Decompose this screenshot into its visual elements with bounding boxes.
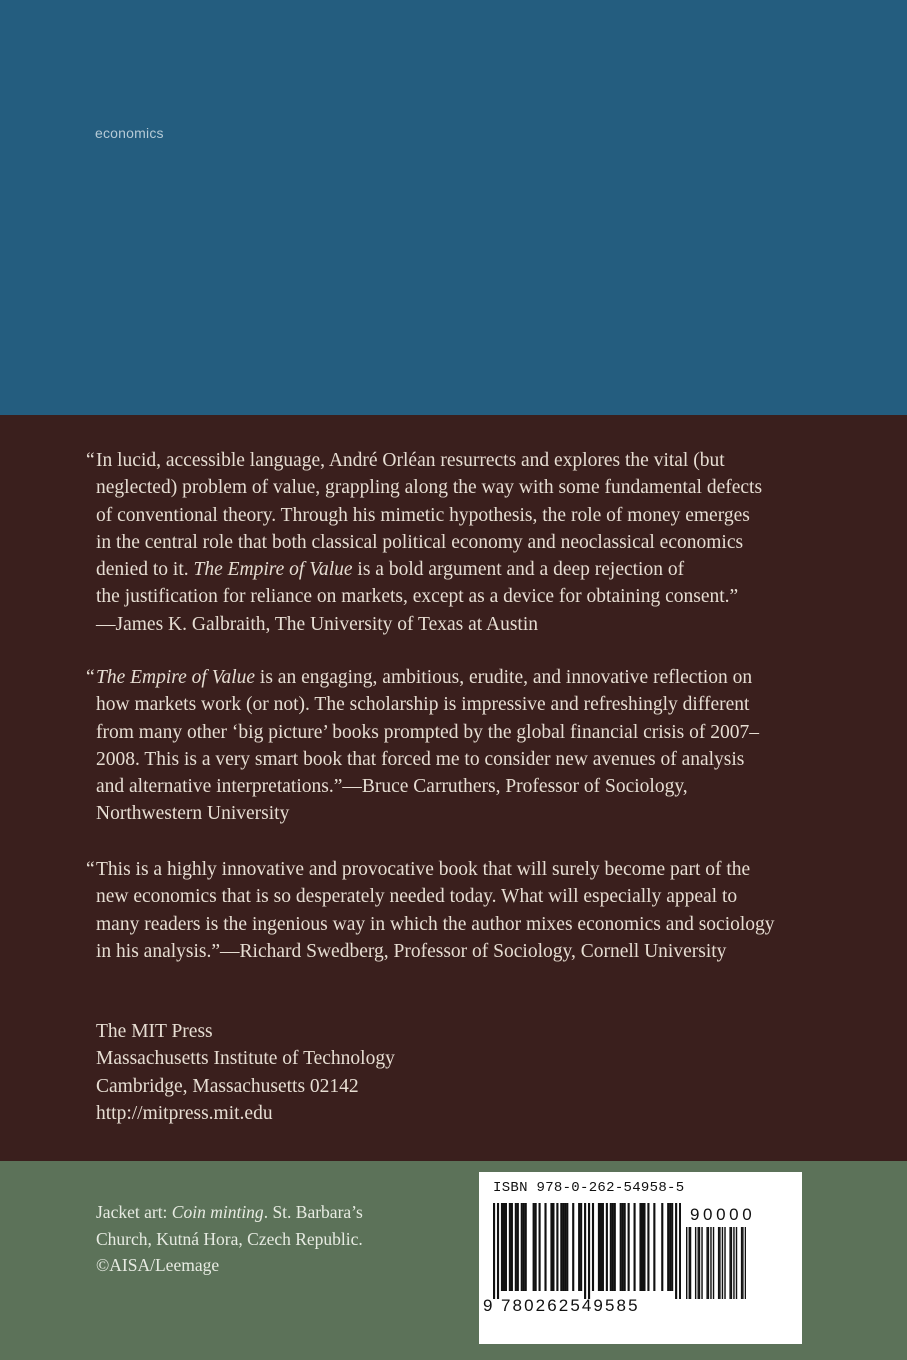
barcode-bar	[539, 1203, 541, 1291]
addon-bar	[741, 1227, 742, 1299]
barcode-bar	[533, 1203, 535, 1291]
blurb-line: neglected) problem of value, grappling along the way with some fundamental defects	[96, 477, 763, 499]
addon-digits: 90000	[690, 1205, 756, 1224]
blurb-attribution: —James K. Galbraith, The University of Texas at Austin	[96, 613, 539, 635]
barcode-bar	[525, 1203, 527, 1291]
addon-bar	[718, 1227, 719, 1299]
addon-bar	[731, 1227, 732, 1299]
addon-bar	[710, 1227, 711, 1299]
publisher-institution: Massachusetts Institute of Technology	[96, 1048, 395, 1070]
barcode-bar	[602, 1203, 604, 1291]
barcode-bar	[675, 1203, 677, 1299]
barcode-bar	[584, 1203, 586, 1299]
blurb-attribution: Northwestern University	[96, 803, 290, 825]
blurb-line: the justification for reliance on markets, except as a device for obtaining consent.”	[96, 586, 739, 608]
blurb-line: how markets work (or not). The scholarship is impressive and refreshingly different	[96, 694, 750, 716]
blurb-line: in his analysis.”—Richard Swedberg, Professor of Sociology, Cornell University	[96, 940, 727, 962]
barcode-bar	[643, 1203, 645, 1291]
blurb-line: in the central role that both classical political economy and neoclassical economics	[96, 531, 744, 553]
barcode-bar	[580, 1203, 582, 1291]
addon-bar	[708, 1227, 709, 1299]
barcode-bar	[647, 1203, 649, 1291]
addon-bar	[695, 1227, 696, 1299]
addon-bar	[686, 1227, 687, 1299]
barcode-bar	[556, 1203, 558, 1291]
barcode-bar	[592, 1203, 594, 1291]
artwork-title: Coin minting	[171, 1202, 264, 1222]
barcode-bar	[503, 1203, 505, 1291]
barcode-bar	[653, 1203, 655, 1291]
blurb-line-text: This is a highly innovative and provocative book that will surely become part of the	[96, 859, 751, 880]
barcode-bar	[493, 1203, 495, 1299]
barcode-bar	[523, 1203, 525, 1291]
addon-bar	[701, 1227, 702, 1299]
barcode-bar	[671, 1203, 673, 1291]
barcode-bar	[612, 1203, 614, 1291]
barcode-bar	[552, 1203, 554, 1291]
barcode-bar	[550, 1203, 552, 1291]
blurb-line: “ In lucid, accessible language, André Orléan resurrects and explores the vital (but	[86, 450, 725, 471]
addon-bar	[713, 1227, 714, 1299]
blurb-line: and alternative interpretations.”—Bruce Carruthers, Professor of Sociology,	[96, 776, 688, 798]
barcode-bar	[509, 1203, 511, 1291]
barcode-bar	[622, 1203, 624, 1291]
barcode-lead-digit: 9	[483, 1296, 493, 1315]
barcode-bar	[667, 1203, 669, 1291]
addon-bar	[697, 1227, 698, 1299]
addon-bar	[690, 1227, 691, 1299]
publisher-block	[96, 1018, 395, 1127]
barcode-bar	[501, 1203, 503, 1291]
barcode-bar	[624, 1203, 626, 1291]
blurb-galbraith	[86, 447, 826, 638]
isbn-label: ISBN 978-0-262-54958-5	[493, 1180, 685, 1196]
blurb-line: new economics that is so desperately needed today. What will especially appeal to	[96, 886, 738, 908]
barcode-bar	[614, 1203, 616, 1291]
blurb-carruthers	[86, 664, 826, 828]
barcode-bar	[572, 1203, 574, 1291]
addon-bar	[724, 1227, 725, 1299]
ean13-barcode	[493, 1203, 681, 1299]
barcode-bar	[634, 1203, 636, 1291]
barcode-bar	[517, 1203, 519, 1291]
addon-bar	[733, 1227, 734, 1299]
addon-bar	[729, 1227, 730, 1299]
credit-line: Jacket art: Coin minting. St. Barbara’s	[96, 1202, 363, 1222]
credit-line: Church, Kutná Hora, Czech Republic.	[96, 1228, 363, 1249]
price-addon-barcode	[686, 1227, 746, 1299]
barcode-bar	[639, 1203, 641, 1291]
addon-bar	[742, 1227, 743, 1299]
blurb-line: of conventional theory. Through his mimetic hypothesis, the role of money emerges	[96, 504, 750, 526]
addon-bar	[719, 1227, 720, 1299]
barcode-bar	[562, 1203, 564, 1291]
addon-bar	[706, 1227, 707, 1299]
blurb-line: “ This is a highly innovative and provocative book that will surely become part of the	[86, 859, 751, 880]
barcode-bar	[544, 1203, 546, 1291]
barcode-bar	[515, 1203, 517, 1291]
top-color-band	[0, 0, 907, 415]
addon-bar	[699, 1227, 700, 1299]
book-title: The Empire of Value	[96, 667, 256, 688]
blurb-line: 2008. This is a very smart book that forced me to consider new avenues of analysis	[96, 748, 745, 770]
barcode-bar	[606, 1203, 608, 1291]
barcode-bar	[641, 1203, 643, 1291]
barcode-bar	[600, 1203, 602, 1291]
book-title: The Empire of Value	[193, 559, 353, 581]
publisher-name: The MIT Press	[96, 1021, 213, 1042]
barcode-bar	[620, 1203, 622, 1291]
barcode-bar	[560, 1203, 562, 1291]
addon-bar	[722, 1227, 723, 1299]
barcode-bar	[511, 1203, 513, 1291]
barcode-bar	[669, 1203, 671, 1291]
category-label: economics	[95, 125, 164, 141]
barcode-bar	[628, 1203, 630, 1291]
barcode-bar	[505, 1203, 507, 1291]
blurb-line-text: In lucid, accessible language, André Orléan resurrects and explores the vital (but	[96, 450, 725, 471]
blurb-swedberg	[86, 856, 826, 965]
barcode-bar	[598, 1203, 600, 1291]
barcode-bar	[578, 1203, 580, 1291]
barcode-bar	[564, 1203, 566, 1291]
publisher-address: Cambridge, Massachusetts 02142	[96, 1075, 359, 1097]
publisher-url[interactable]: http://mitpress.mit.edu	[96, 1102, 273, 1124]
blurb-line: from many other ‘big picture’ books prompted by the global financial crisis of 2007–	[96, 721, 760, 743]
jacket-art-credit	[96, 1199, 363, 1279]
barcode-digits: 780262549585	[501, 1296, 640, 1315]
blurb-line: denied to it. The Empire of Value is a bold argument and a deep rejection of	[96, 559, 685, 581]
barcode-bar	[535, 1203, 537, 1291]
barcode-bar	[661, 1203, 663, 1291]
addon-bar	[745, 1227, 746, 1299]
addon-bar	[689, 1227, 690, 1299]
blurb-line: many readers is the ingenious way in which the author mixes economics and sociology	[96, 913, 775, 935]
barcode-bar	[679, 1203, 681, 1299]
addon-bar	[736, 1227, 737, 1299]
isbn-barcode-panel	[479, 1172, 802, 1344]
credit-copyright: ©AISA/Leemage	[96, 1255, 220, 1275]
barcode-bar	[566, 1203, 568, 1291]
barcode-bar	[610, 1203, 612, 1291]
barcode-bar	[497, 1203, 499, 1299]
barcode-bar	[588, 1203, 590, 1299]
blurb-line: “ The Empire of Value is an engaging, ambitious, erudite, and innovative reflection on	[86, 667, 753, 688]
barcode-bar	[521, 1203, 523, 1291]
